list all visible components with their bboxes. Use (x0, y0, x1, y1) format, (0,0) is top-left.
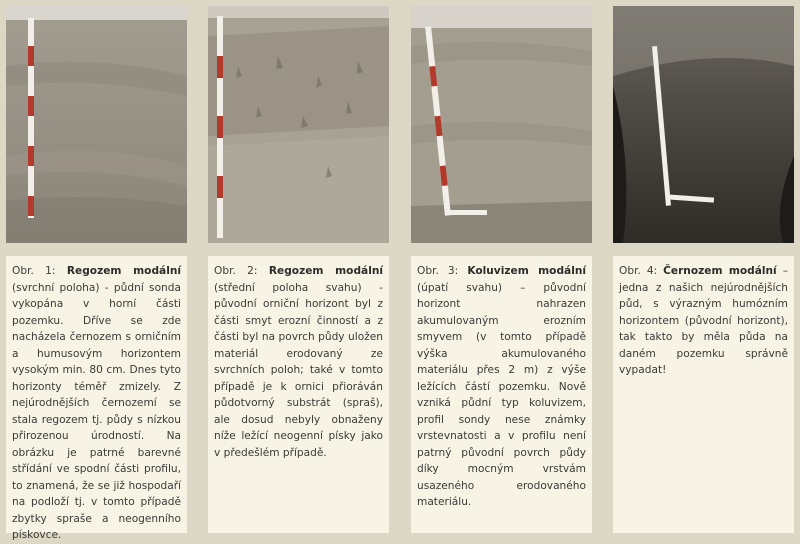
figure-label: Obr. 4: (619, 265, 664, 277)
figure-caption-2 (208, 256, 389, 533)
figure-label: Obr. 2: (214, 265, 269, 277)
figure-2 (208, 6, 389, 459)
soil-type-title: Regozem modální (268, 265, 383, 277)
figure-caption-4 (613, 256, 794, 533)
figure-label: Obr. 3: (417, 265, 468, 277)
figure-caption-1 (6, 256, 187, 541)
figure-description: (svrchní poloha) - půdní sonda vykopána v horní části pozemku. Dříve se zde nacházela černozem s orničním a humusovým horizontem vysokým min. 80 cm. Dnes tyto horizonty téměř zmizely. Z nejúrodnějších černozemí se stala regozem tj. půdy s nízkou přirozenou úrodností. Na obrázku je patrné barevné střídání ve spodní části profilu, to znamená, že se již hospodaří na podloží tj. v tomto případě zbytky spraše a neogenního pískovce. (12, 281, 181, 541)
figure-description: (střední poloha svahu) - původní orniční horizont byl z části smyt erozní činností a z části byl na povrch půdy uložen materiál erodovaný ze svrchních poloh; také v tomto případě je k ornici přioráván půdotvorný substrát (spraš), ale dosud nebyly obnaženy níže ležící neogenní písky jako v předešlém případě. (214, 281, 383, 459)
figure-description: (úpatí svahu) – původní horizont nahrazen akumulovaným erozním smyvem (v tomto případě výška akumulovaného materiálu přes 2 m) z výše ležících částí pozemku. Nově vzniká půdní typ koluvizem, profil sondy nese známky vrstevnatosti a v profilu není patrný původní povrch půdy díky mocným vrstvám usazeného erodovaného materiálu. (417, 281, 586, 508)
figure-4 (613, 6, 794, 376)
soil-profile-photo-4 (613, 6, 794, 243)
soil-profile-photo-3 (411, 6, 592, 243)
soil-type-title: Černozem modální (663, 265, 777, 277)
figure-3 (411, 6, 592, 508)
soil-profile-photo-1 (6, 6, 187, 243)
figure-description: – jedna z našich nejúrodnějších půd, s výrazným humózním horizontem (původní horizont), tak takto by měla půda na daném pozemku správně vypadat! (619, 265, 789, 376)
soil-type-title: Koluvizem modální (467, 265, 586, 277)
figure-label: Obr. 1: (12, 265, 67, 277)
figure-1 (6, 6, 187, 541)
soil-type-title: Regozem modální (66, 265, 181, 277)
figure-caption-3 (411, 256, 592, 533)
soil-profile-photo-2 (208, 6, 389, 243)
